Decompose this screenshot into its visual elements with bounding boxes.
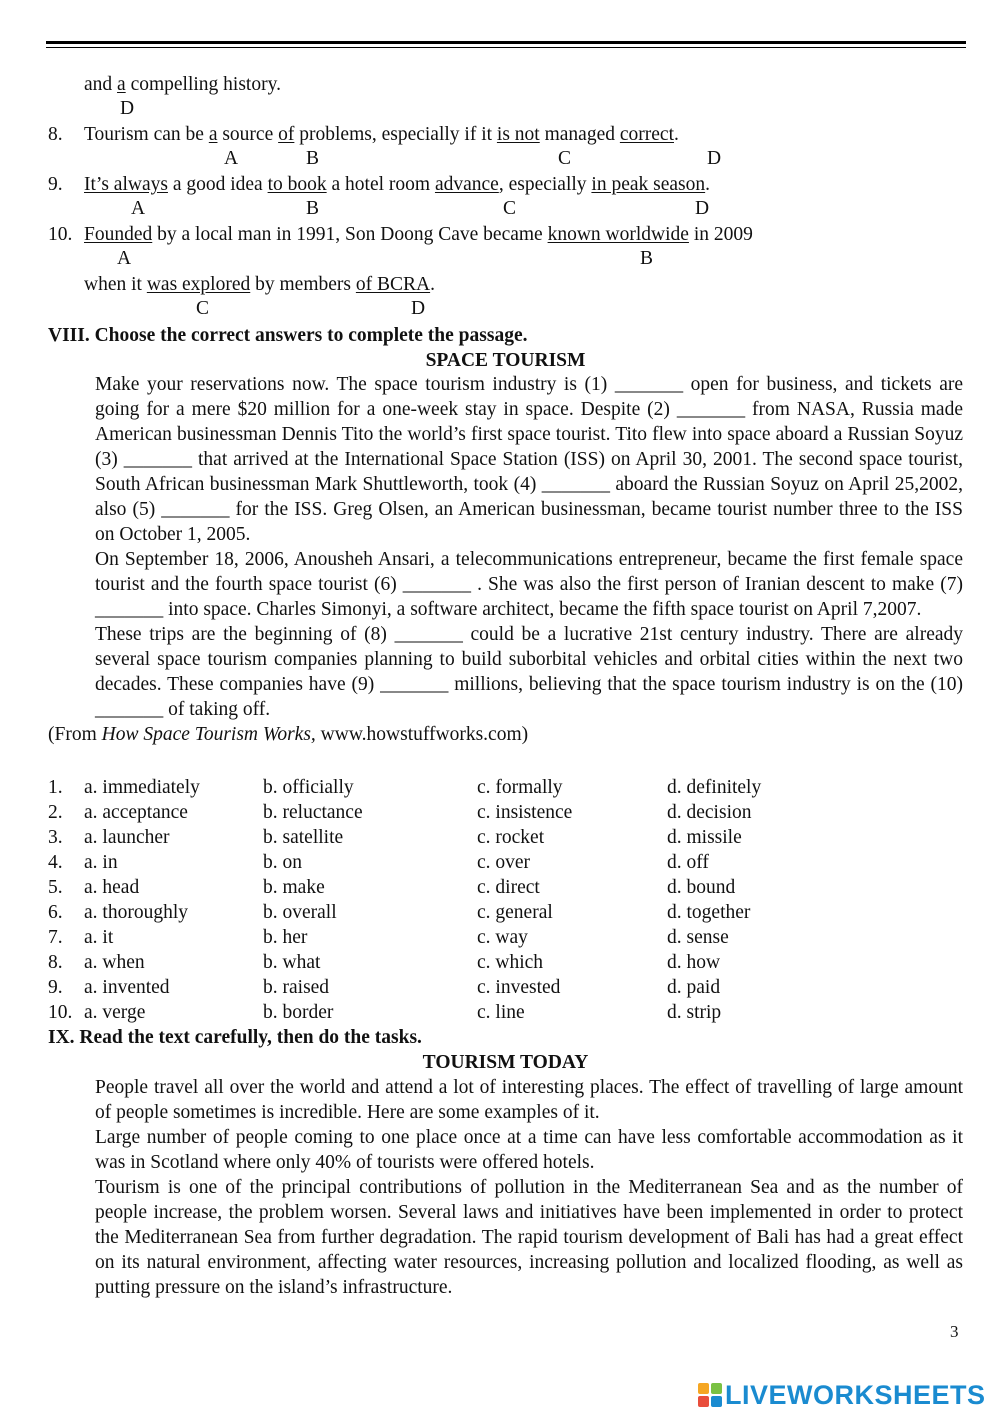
option-number: 3. (48, 827, 63, 848)
option-a[interactable]: a. immediately (84, 777, 200, 798)
option-b[interactable]: b. overall (263, 902, 337, 923)
section-8-paragraph-1: Make your reservations now. The space tourism industry is (1) _______ open for business, and tickets are going for a mere $20 million for a one-week stay in space. Despite (2) _______ from NASA, Russia made American businessman Dennis Tito the world’s first space tourist. Tito flew into space aboard a Russian Soyuz (3) _______ that arrived at the International Space Station (ISS) on April 30, 2001. The second space tourist, South African businessman Mark Shuttleworth, took (4) _______ aboard the Russian Soyuz on April 25,2002, also (5) _______ for the ISS. Greg Olsen, an American businessman, became tourist number three to the ISS on October 1, 2005. (95, 374, 963, 545)
option-c[interactable]: c. formally (477, 777, 563, 798)
option-number: 10. (48, 1002, 73, 1023)
option-a[interactable]: a. in (84, 852, 118, 873)
liveworksheets-logo-text: LIVEWORKSHEETS (725, 1379, 986, 1410)
option-number: 7. (48, 927, 63, 948)
section-8-paragraph-3: These trips are the beginning of (8) _______ could be a lucrative 21st century industry. There are already several space tourism companies planning to build suborbital vehicles and orbital cities within the next two decades. These companies have (9) _______ millions, believing that the space tourism industry is on the (10) _______ of taking off. (95, 624, 963, 720)
option-a[interactable]: a. head (84, 877, 140, 898)
option-c[interactable]: c. which (477, 952, 544, 973)
section-8-heading: VIII. Choose the correct answers to complete the passage. (48, 325, 528, 346)
q8-letter-b: B (306, 148, 320, 169)
option-d[interactable]: d. sense (667, 927, 729, 948)
option-c[interactable]: c. insistence (477, 802, 573, 823)
option-c[interactable]: c. way (477, 927, 528, 948)
section-9-paragraph-2: Large number of people coming to one place once at a time can have less comfortable accommodation as it was in Scotland where only 40% of tourists were offered hotels. (95, 1127, 963, 1173)
page-number: 3 (950, 1322, 959, 1341)
q8-letter-a: A (224, 148, 239, 169)
option-b[interactable]: b. her (263, 927, 308, 948)
option-number: 8. (48, 952, 63, 973)
option-c[interactable]: c. rocket (477, 827, 545, 848)
option-c[interactable]: c. over (477, 852, 531, 873)
option-number: 2. (48, 802, 63, 823)
option-c[interactable]: c. general (477, 902, 553, 923)
option-d[interactable]: d. bound (667, 877, 736, 898)
section-9-paragraph-3: Tourism is one of the principal contributions of pollution in the Mediterranean Sea and as the number of people increase, the problem worsen. Several laws and initiatives have been implemented in order to protect the Mediterranean Sea from further degradation. The rapid tourism development of Bali has had a great effect on its natural environment, affecting water resources, increasing pollution and localized flooding, as well as putting pressure on the island’s infrastructure. (95, 1177, 963, 1298)
header-rule-thin (46, 47, 966, 48)
option-d[interactable]: d. paid (667, 977, 721, 998)
option-d[interactable]: d. together (667, 902, 751, 923)
section-9-heading: IX. Read the text carefully, then do the tasks. (48, 1027, 422, 1048)
q8-letter-c: C (558, 148, 572, 169)
question-8: 8. Tourism can be a source of problems, especially if it is not managed correct. (48, 124, 679, 145)
option-a[interactable]: a. thoroughly (84, 902, 188, 923)
liveworksheets-logo-icon (698, 1383, 722, 1407)
option-c[interactable]: c. direct (477, 877, 540, 898)
q10-letter-a: A (117, 248, 132, 269)
option-d[interactable]: d. missile (667, 827, 742, 848)
option-d[interactable]: d. strip (667, 1002, 722, 1023)
section-9-passage (48, 1075, 963, 1300)
option-b[interactable]: b. border (263, 1002, 334, 1023)
q9-letter-b: B (306, 198, 320, 219)
option-a[interactable]: a. verge (84, 1002, 146, 1023)
q8-letter-d: D (707, 148, 722, 169)
option-a[interactable]: a. invented (84, 977, 170, 998)
section-9-paragraph-1: People travel all over the world and attend a lot of interesting places. The effect of travelling of large amount of people sometimes is incredible. Here are some examples of it. (95, 1077, 963, 1123)
option-a[interactable]: a. launcher (84, 827, 170, 848)
option-number: 5. (48, 877, 63, 898)
q10-letter-b: B (640, 248, 654, 269)
option-b[interactable]: b. officially (263, 777, 354, 798)
q7-letter-d: D (120, 98, 135, 119)
q9-letter-d: D (695, 198, 710, 219)
option-d[interactable]: d. off (667, 852, 709, 873)
option-a[interactable]: a. acceptance (84, 802, 188, 823)
option-d[interactable]: d. how (667, 952, 721, 973)
option-a[interactable]: a. when (84, 952, 145, 973)
option-c[interactable]: c. invested (477, 977, 561, 998)
option-b[interactable]: b. what (263, 952, 321, 973)
option-d[interactable]: d. decision (667, 802, 752, 823)
q10-letter-d: D (411, 298, 426, 319)
option-b[interactable]: b. satellite (263, 827, 344, 848)
question-10: 10. Founded by a local man in 1991, Son Doong Cave became known worldwide in 2009 (48, 224, 753, 245)
section-8-paragraph-2: On September 18, 2006, Anousheh Ansari, a telecommunications entrepreneur, became the first female space tourist and the fourth space tourist (6) _______ . She was also the first person of Iranian descent to make (7) _______ into space. Charles Simonyi, a software architect, became the fifth space tourist on April 7,2007. (95, 549, 963, 620)
section-9-title: TOURISM TODAY (422, 1052, 589, 1073)
section-8-title: SPACE TOURISM (425, 350, 586, 371)
liveworksheets-logo (698, 1378, 986, 1412)
option-b[interactable]: b. reluctance (263, 802, 363, 823)
option-a[interactable]: a. it (84, 927, 114, 948)
option-b[interactable]: b. make (263, 877, 325, 898)
option-number: 4. (48, 852, 63, 873)
option-d[interactable]: d. definitely (667, 777, 762, 798)
q10-letter-c: C (196, 298, 210, 319)
question-10-line2: when it was explored by members of BCRA. (84, 274, 435, 295)
q9-letter-c: C (503, 198, 517, 219)
option-number: 1. (48, 777, 63, 798)
section-8-passage (48, 372, 963, 747)
header-rule-thick (46, 41, 966, 44)
q9-letter-a: A (131, 198, 146, 219)
option-b[interactable]: b. raised (263, 977, 330, 998)
option-b[interactable]: b. on (263, 852, 302, 873)
option-number: 6. (48, 902, 63, 923)
section-8-source: (From How Space Tourism Works, www.howstuffworks.com) (48, 724, 529, 745)
q7-continuation: and a compelling history. (84, 74, 281, 95)
option-c[interactable]: c. line (477, 1002, 525, 1023)
option-number: 9. (48, 977, 63, 998)
question-9: 9. It’s always a good idea to book a hotel room advance, especially in peak season. (48, 174, 711, 195)
